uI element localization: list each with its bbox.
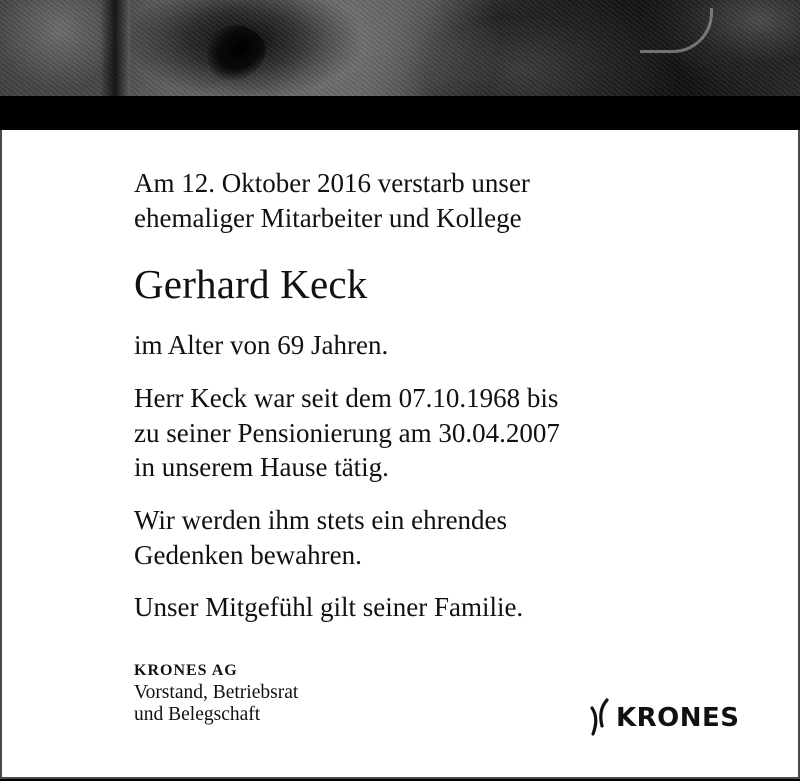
krones-wordmark: KRONES [616,702,740,733]
career-line-1: Herr Keck war seit dem 07.10.1968 bis [134,383,559,413]
krones-logo [590,695,740,740]
photo-shadow [100,0,130,96]
signature-line-2: und Belegschaft [134,704,261,725]
black-band [0,96,800,130]
age-line: im Alter von 69 Jahren. [134,330,389,360]
career-line-3: in unserem Hause tätig. [134,452,389,482]
intro-line-2: ehemaliger Mitarbeiter und Kollege [134,203,522,233]
deceased-name: Gerhard Keck [134,261,368,307]
signature-company: KRONES AG [134,662,238,679]
krones-logo-icon [590,696,610,740]
career-line-2: zu seiner Pensionierung am 30.04.2007 [134,418,560,448]
intro-line-1: Am 12. Oktober 2016 verstarb unser [134,168,530,198]
remembrance-line-1: Wir werden ihm stets ein ehrendes [134,505,508,535]
signature-line-1: Vorstand, Betriebsrat [134,682,299,703]
header-photo [0,0,800,96]
condolence-line: Unser Mitgefühl gilt seiner Familie. [134,592,524,622]
remembrance-line-2: Gedenken bewahren. [134,540,362,570]
